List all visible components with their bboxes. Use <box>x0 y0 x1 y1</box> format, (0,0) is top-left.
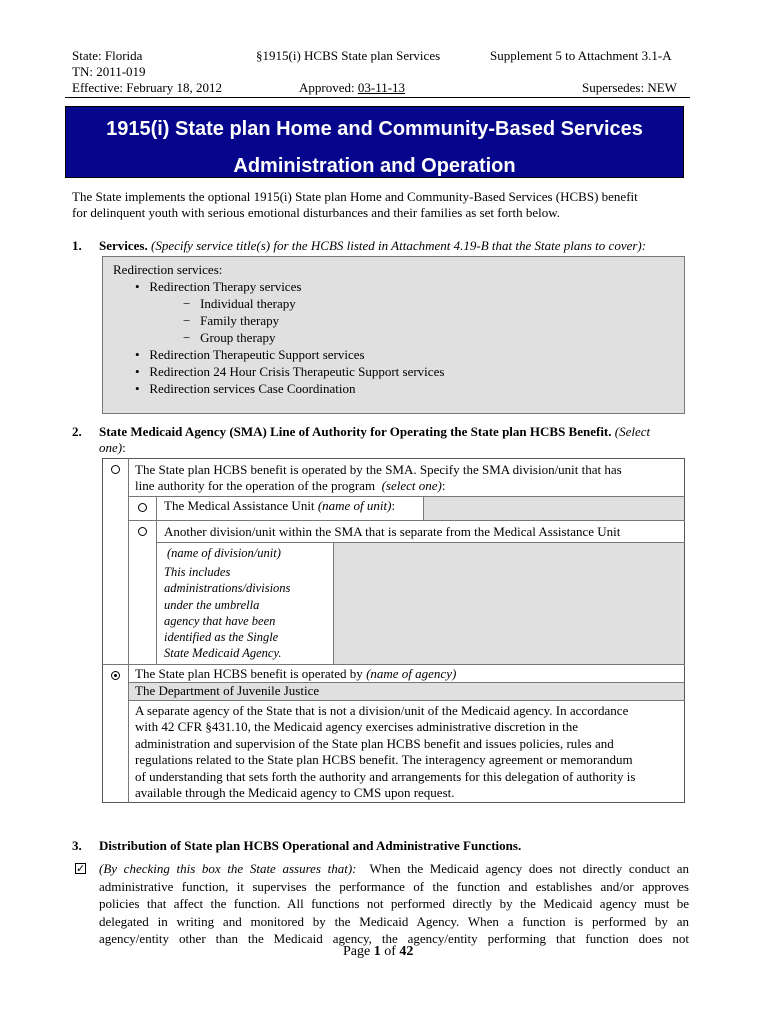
sma-radio[interactable] <box>111 465 120 474</box>
sub-item: − Family therapy <box>183 313 280 328</box>
opt1-line2: line authority for the operation of the program (select one): <box>135 478 446 493</box>
section2-number: 2. <box>72 424 82 439</box>
section1-heading-line <box>99 238 646 254</box>
other-agency-radio[interactable] <box>111 671 120 680</box>
title-line1: 1915(i) State plan Home and Community-Based Services <box>106 118 643 140</box>
sub2-name: (name of division/unit) <box>167 546 281 560</box>
opt2-text: A separate agency of the State that is not a division/unit of the Medicaid agency. In accordance with 42 CFR §431.10, the Medicaid agency exercises administrative discretion in the administration and supervision of the State plan HCBS benefit and issues policies, rules and regulations related to the State plan HCBS benefit. The interagency agreement or memorandum of understanding that sets forth the authority and arrangements for this delegation of authority is available through the Medicaid agency to CMS upon request. <box>135 703 636 801</box>
header-state: State: Florida <box>72 48 143 63</box>
section2-heading-line: State Medicaid Agency (SMA) Line of Authority for Operating the State plan HCBS Benefit. (Select <box>99 424 651 439</box>
service-item: • Redirection services Case Coordination <box>135 381 356 396</box>
section3-number: 3. <box>72 838 82 853</box>
header-section: §1915(i) HCBS State plan Services <box>256 48 441 63</box>
service-item: • Redirection Therapy services <box>135 279 302 294</box>
service-item: • Redirection Therapeutic Support services <box>135 347 365 362</box>
sub-item: − Individual therapy <box>183 296 296 311</box>
table-divider <box>128 700 685 701</box>
intro-line1: The State implements the optional 1915(i) State plan Home and Community-Based Services (HCBS) benefit <box>72 189 638 204</box>
table-divider <box>128 520 685 521</box>
table-divider <box>156 496 157 664</box>
agency-name-value: The Department of Juvenile Justice <box>135 683 320 698</box>
section2-heading-line2: one): <box>99 440 126 455</box>
approved-date: 03-11-13 <box>357 80 406 95</box>
header-divider <box>65 97 690 98</box>
opt1-line1: The State plan HCBS benefit is operated by the SMA. Specify the SMA division/unit that has <box>135 462 622 477</box>
header-tn: TN: 2011-019 <box>72 64 146 79</box>
sub2-label: Another division/unit within the SMA that is separate from the Medical Assistance Unit <box>164 524 621 539</box>
table-divider <box>102 664 685 665</box>
service-item: • Redirection 24 Hour Crisis Therapeutic Support services <box>135 364 445 379</box>
section1-instruction: (Specify service title(s) for the HCBS listed in Attachment 4.19-B that the State plans to cover): <box>150 238 647 253</box>
services-box-title: Redirection services: <box>113 262 223 277</box>
sub1-label: The Medical Assistance Unit (name of unit): <box>164 498 396 513</box>
section1-number: 1. <box>72 238 82 253</box>
title-line2: Administration and Operation <box>233 155 516 177</box>
sub2-note: This includes administrations/divisions under the umbrella agency that have been identified as the Single State Medicaid Agency. <box>164 565 291 661</box>
header-approved: Approved: 03-11-13 <box>299 80 406 95</box>
assurance-checkbox[interactable]: ✓ <box>76 862 86 875</box>
sub-item: − Group therapy <box>183 330 276 345</box>
medical-assistance-unit-field[interactable] <box>424 497 684 520</box>
section1-heading: Services. <box>99 238 148 253</box>
table-divider <box>128 458 129 803</box>
medical-assistance-unit-radio[interactable] <box>138 503 147 512</box>
opt2-label: The State plan HCBS benefit is operated by (name of agency) <box>135 666 457 681</box>
header-effective: Effective: February 18, 2012 <box>72 80 222 95</box>
other-division-radio[interactable] <box>138 527 147 536</box>
section3-text: (By checking this box the State assures that): When the Medicaid agency does not directly conduct an administrative function, it supervises the performance of the function and establishes and/or approves policies that affect the function. All functions not performed directly by the Medicaid agency must be delegated in writing and monitored by the Medicaid Agency. When a function is performed by an agency/entity other than the Medicaid agency, the agency/entity performing that function does not <box>99 861 689 946</box>
header-supplement: Supplement 5 to Attachment 3.1-A <box>490 48 672 63</box>
title-banner <box>65 106 684 178</box>
other-division-field[interactable] <box>334 543 684 664</box>
intro-line2: for delinquent youth with serious emotional disturbances and their families as set forth below. <box>72 205 560 220</box>
header-supersedes: Supersedes: NEW <box>582 80 677 95</box>
section2-heading: State Medicaid Agency (SMA) Line of Authority for Operating the State plan HCBS Benefit. <box>99 424 612 439</box>
section3-heading: Distribution of State plan HCBS Operational and Administrative Functions. <box>99 838 522 853</box>
page-number: Page 1 of 42 <box>343 944 414 959</box>
